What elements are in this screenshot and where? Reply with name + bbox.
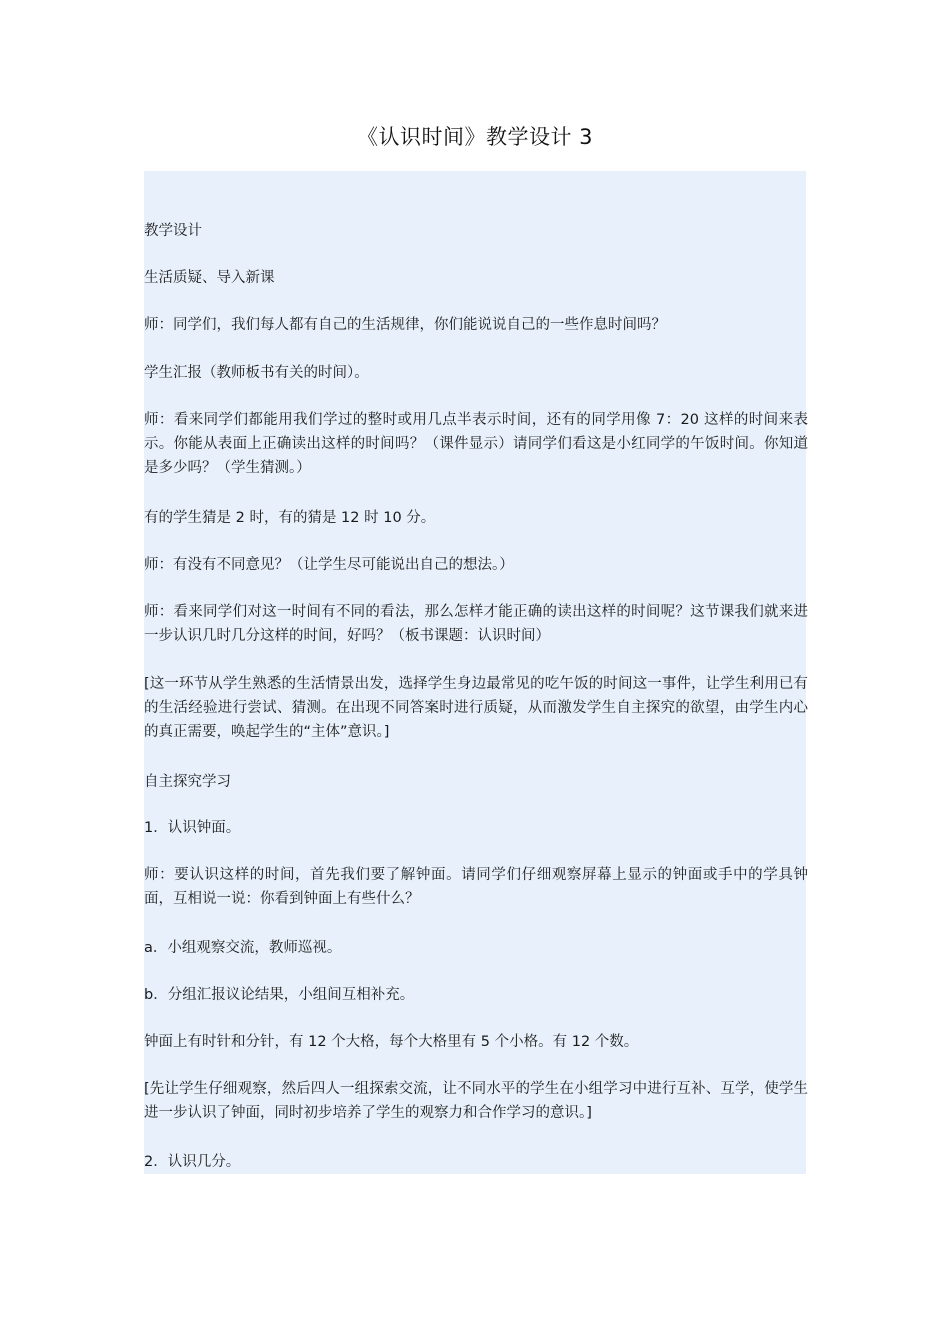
section-heading: 生活质疑、导入新课 — [144, 270, 275, 286]
paragraph: 有的学生猜是 2 时，有的猜是 12 时 10 分。 — [144, 510, 436, 526]
list-item: 2．认识几分。 — [144, 1154, 241, 1170]
paragraph: 师：同学们，我们每人都有自己的生活规律，你们能说说自己的一些作息时间吗？ — [144, 317, 666, 333]
paragraph: 钟面上有时针和分针，有 12 个大格，每个大格里有 5 个小格。有 12 个数。 — [144, 1034, 639, 1050]
paragraph: 师：看来同学们对这一时间有不同的看法，那么怎样才能正确的读出这样的时间呢？这节课我们就来进一步认识几时几分这样的时间，好吗？（板书课题：认识时间） — [144, 604, 808, 644]
commentary-note: [这一环节从学生熟悉的生活情景出发，选择学生身边最常见的吃午饭的时间这一事件，让学生利用已有的生活经验进行尝试、猜测。在出现不同答案时进行质疑，从而激发学生自主探究的欲望，由学生内心的真正需要，唤起学生的“主体”意识。] — [144, 676, 808, 740]
section-heading: 自主探究学习 — [144, 774, 231, 790]
commentary-note: [先让学生仔细观察，然后四人一组探索交流，让不同水平的学生在小组学习中进行互补、互学，使学生进一步认识了钟面，同时初步培养了学生的观察力和合作学习的意识。] — [144, 1081, 808, 1121]
paragraph: 师：有没有不同意见？（让学生尽可能说出自己的想法。） — [144, 557, 514, 573]
page-title: 《认识时间》教学设计 3 — [356, 125, 594, 149]
paragraph: 师：看来同学们都能用我们学过的整时或用几点半表示时间，还有的同学用像 7：20 这样的时间来表示。你能从表面上正确读出这样的时间吗？（课件显示）请同学们看这是小红同学的午饭时间。你知道是多少吗？（学生猜测。） — [144, 412, 808, 476]
section-heading: 教学设计 — [144, 223, 202, 239]
list-item: b．分组汇报议论结果，小组间互相补充。 — [144, 987, 415, 1003]
list-item: 1．认识钟面。 — [144, 820, 241, 836]
list-item: a．小组观察交流，教师巡视。 — [144, 940, 342, 956]
paragraph: 学生汇报（教师板书有关的时间）。 — [144, 365, 369, 381]
paragraph: 师：要认识这样的时间，首先我们要了解钟面。请同学们仔细观察屏幕上显示的钟面或手中的学具钟面，互相说一说：你看到钟面上有些什么？ — [144, 867, 808, 907]
